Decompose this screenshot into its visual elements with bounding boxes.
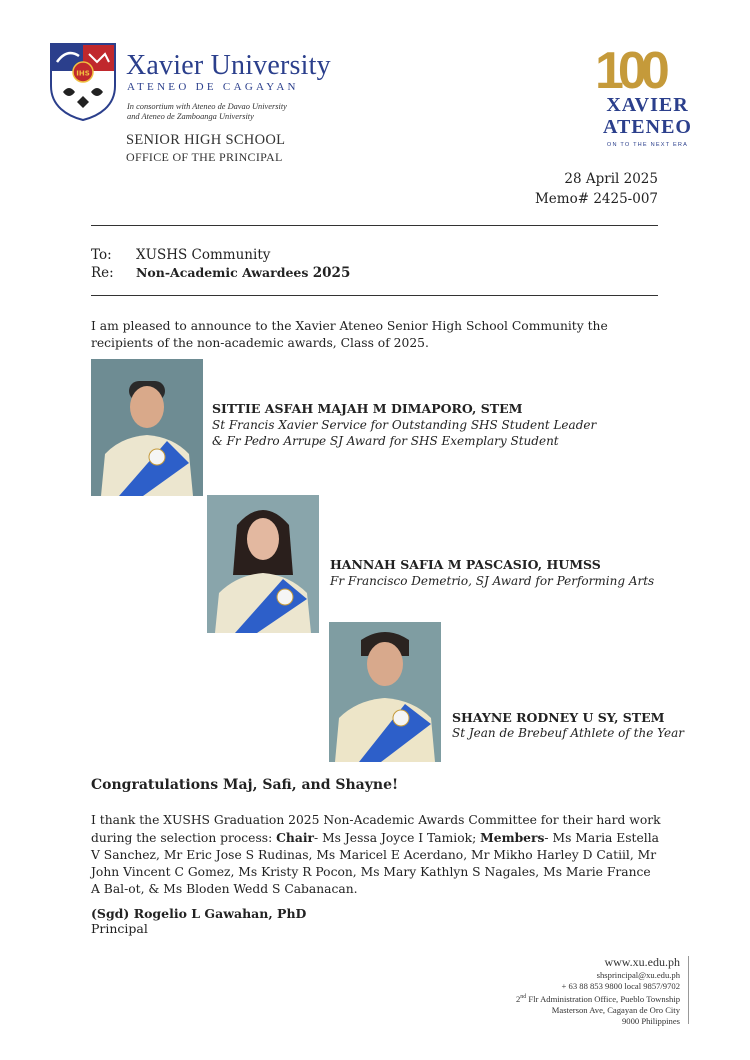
consortium-line-1: In consortium with Ateneo de Davao University xyxy=(127,102,287,111)
awardee-2-award-line-1: Fr Francisco Demetrio, SJ Award for Performing Arts xyxy=(330,574,655,588)
footer-website[interactable]: www.xu.edu.ph xyxy=(604,955,680,969)
awardee-photo-3 xyxy=(329,622,441,762)
thanks-intro: I thank the XUSHS Graduation 2025 Non-Academic Awards Committee for their hard work during the selection process: xyxy=(91,813,661,845)
thanks-paragraph xyxy=(91,812,661,898)
re-year: 2025 xyxy=(312,265,351,281)
consortium-note xyxy=(127,102,287,122)
signatory-title: Principal xyxy=(91,921,148,936)
footer-address-line-2: Masterson Ave, Cagayan de Oro City xyxy=(551,1004,680,1015)
intro-paragraph: I am pleased to announce to the Xavier Ateneo Senior High School Community the recipients of the non-academic awards, Class of 2025. xyxy=(91,319,608,350)
centennial-tagline: ON TO THE NEXT ERA xyxy=(606,142,689,148)
awardee-1-award-line-2: & Fr Pedro Arrupe SJ Award for SHS Exemplary Student xyxy=(212,434,559,448)
university-crest-logo xyxy=(49,42,117,122)
footer-address-line-3: 9000 Philippines xyxy=(621,1015,680,1026)
footer-address-rest: Flr Administration Office, Pueblo Township xyxy=(526,993,680,1004)
centennial-line-1: XAVIER xyxy=(606,94,689,116)
awardee-2-name: HANNAH SAFIA M PASCASIO, HUMSS xyxy=(330,557,601,572)
to-value: XUSHS Community xyxy=(136,247,271,263)
awardee-1-name: SITTIE ASFAH MAJAH M DIMAPORO, STEM xyxy=(212,401,523,416)
centennial-number: 100 xyxy=(595,42,664,94)
footer-floor-suffix: nd xyxy=(520,994,527,1000)
crest-monogram: IHS xyxy=(76,69,90,78)
congratulations-heading: Congratulations Maj, Safi, and Shayne! xyxy=(91,777,399,793)
members-label: Members xyxy=(480,830,545,845)
footer-floor: 2 xyxy=(515,993,521,1004)
footer-email[interactable]: shsprincipal@xu.edu.ph xyxy=(596,970,680,980)
signatory-name: (Sgd) Rogelio L Gawahan, PhD xyxy=(91,906,307,921)
awardee-photo-2 xyxy=(207,495,319,633)
footer-contact-block xyxy=(516,955,680,1027)
centennial-logo-mark xyxy=(593,42,703,94)
centennial-line-2: ATENEO xyxy=(603,116,692,138)
memo-date: 28 April 2025 xyxy=(564,171,658,187)
re-value xyxy=(136,265,350,281)
memo-number: Memo# 2425-007 xyxy=(534,191,658,207)
to-label: To: xyxy=(91,247,112,263)
awardee-3-award-line-1: St Jean de Brebeuf Athlete of the Year xyxy=(452,726,684,740)
awardee-3-name: SHAYNE RODNEY U SY, STEM xyxy=(452,710,665,725)
awardee-1-award-line-1: St Francis Xavier Service for Outstanding SHS Student Leader xyxy=(212,418,597,432)
chair-name: - Ms Jessa Joyce I Tamiok; xyxy=(314,831,481,845)
members-list: - Ms Maria Estella V Sanchez, Mr Eric Jose S Rudinas, Ms Maricel E Acerdano, Mr Mikho Harley D Catiil, Mr John Vincent C Gomez, Ms Kristy R Pocon, Ms Mary Kathlyn S Nagales, Ms Marie France A Bal-ot, & Ms Bloden Wedd S Cabanacan. xyxy=(91,831,659,896)
footer-divider xyxy=(688,956,689,1024)
consortium-line-2: and Ateneo de Zamboanga University xyxy=(127,112,254,121)
re-subject: Non-Academic Awardees xyxy=(136,265,309,280)
chair-label: Chair xyxy=(276,830,314,845)
awardee-photo-1 xyxy=(91,359,203,496)
re-label: Re: xyxy=(91,265,114,281)
office-line-1: SENIOR HIGH SCHOOL xyxy=(126,132,286,148)
office-line-2: OFFICE OF THE PRINCIPAL xyxy=(126,150,283,164)
footer-phone: + 63 88 853 9800 local 9857/9702 xyxy=(561,981,680,991)
footer-address-line-1 xyxy=(516,992,680,1005)
divider-top xyxy=(91,225,658,226)
university-name: Xavier University xyxy=(126,50,331,81)
university-subtitle: ATENEO DE CAGAYAN xyxy=(127,81,299,93)
divider-bottom xyxy=(91,295,658,296)
